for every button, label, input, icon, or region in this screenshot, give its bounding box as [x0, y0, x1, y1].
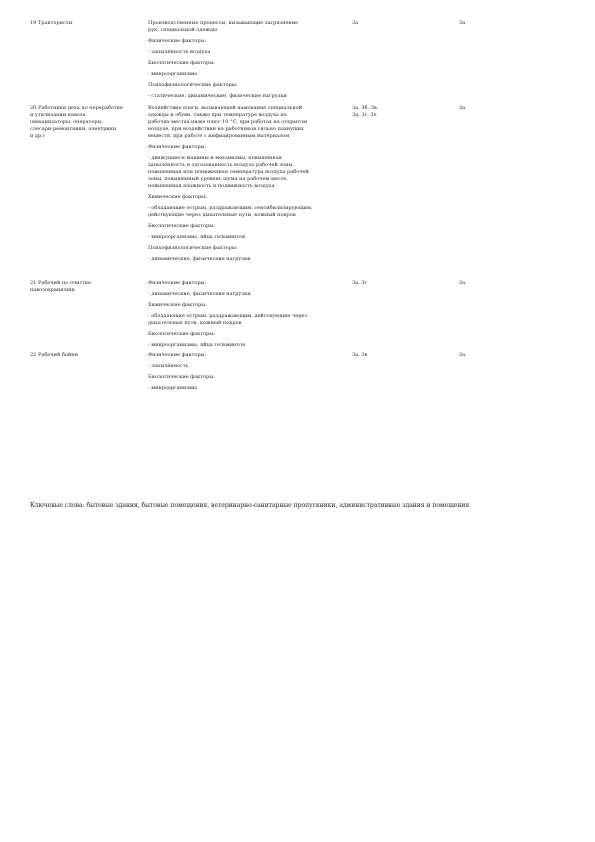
desc-line: дыхательные пути, кожный покров: [148, 320, 242, 326]
desc-line: зоны, повышенный уровень шума на рабочем месте,: [148, 176, 288, 182]
row-title-line: Рабочий по очистке: [37, 280, 92, 286]
row-title-line: Трактористы: [37, 20, 73, 26]
row-title-line: и утилизации навоза: [30, 112, 86, 118]
desc-line: - обладающие острым, раздражающим, сенсибилизирующим,: [148, 205, 313, 211]
row-description: [148, 20, 348, 104]
desc-line: Биологические факторы:: [148, 223, 215, 229]
col3-value: [352, 280, 448, 291]
desc-line: - запылённость воздуха: [148, 49, 211, 55]
row-title-line: и др.): [30, 133, 45, 139]
desc-line: Производственные процессы, вызывающие загрязнение: [148, 20, 299, 26]
desc-line: рук, специальной одежды: [148, 27, 217, 33]
desc-line: повышенная или пониженная температура воздуха рабочей: [148, 169, 309, 175]
desc-line: - микроорганизмы, яйца гельминтов: [148, 234, 245, 240]
row-number: 20: [30, 105, 37, 111]
row-title: [30, 20, 144, 31]
desc-line: - обладающие острым, раздражающим, действующие через: [148, 313, 308, 319]
desc-line: - запылённость: [148, 363, 189, 369]
desc-line: Биологические факторы:: [148, 374, 215, 380]
desc-line: Биологические факторы:: [148, 60, 215, 66]
desc-line: Физические факторы:: [148, 144, 207, 150]
col4-value: [459, 105, 539, 116]
row-title: [30, 105, 144, 140]
row-description: [148, 280, 348, 353]
col4-line: 3а: [459, 280, 466, 286]
desc-line: Биологические факторы:: [148, 331, 215, 337]
desc-line: Физические факторы:: [148, 352, 207, 358]
row-title-line: Рабочий бойни: [37, 352, 78, 358]
desc-line: - микроорганизмы, яйца гельминтов: [148, 342, 245, 348]
col3-value: [352, 352, 448, 363]
desc-line: Психофизиологические факторы:: [148, 245, 238, 251]
desc-line: действующие через дыхательные пути, кожный покров: [148, 212, 296, 218]
col4-line: 3а: [459, 20, 466, 26]
row-title: [30, 280, 144, 294]
desc-line: запылённость и загазованность воздуха рабочей зоны,: [148, 162, 295, 168]
desc-line: воздухе, при воздействии на работников сильно пахнущих: [148, 126, 304, 132]
col3-line: 3а, 3г: [352, 280, 368, 286]
col3-line: 3а: [352, 20, 359, 26]
desc-line: Физические факторы:: [148, 38, 207, 44]
row-title-line: навозохранилищ: [30, 287, 75, 293]
col3-line: 3а, 3в: [352, 352, 368, 358]
row-description: [148, 105, 348, 267]
col3-value: [352, 20, 448, 31]
row-number: 21: [30, 280, 37, 286]
desc-line: одежды и обуви, также при температуре воздуха на: [148, 112, 287, 118]
desc-line: - микроорганизмы: [148, 385, 197, 391]
desc-line: Психофизиологические факторы:: [148, 82, 238, 88]
row-title-line: (механизаторы, операторы,: [30, 119, 104, 125]
row-number: 19: [30, 20, 37, 26]
desc-line: - движущиеся машины и механизмы, повышенная: [148, 155, 282, 161]
desc-line: рабочих местах ниже плюс 10 °С, при работах на открытом: [148, 119, 308, 125]
row-title-line: слесари-ремонтники, электрики: [30, 126, 117, 132]
row-title-line: Работники цеха по переработке: [37, 105, 123, 111]
keywords-line: Ключевые слова: бытовые здания, бытовые помещения, ветеринарно-санитарные пропускники, административные здания и помещения: [30, 502, 470, 509]
col4-line: 3а: [459, 352, 466, 358]
desc-line: - статические, динамические, физические нагрузки: [148, 93, 287, 99]
col4-value: [459, 280, 539, 291]
desc-line: - динамические, физические нагрузки: [148, 256, 251, 262]
row-description: [148, 352, 348, 396]
row-number: 22: [30, 352, 37, 358]
row-title: [30, 352, 144, 363]
col3-line: 3д, 3г, 3е: [352, 112, 377, 118]
col3-line: 3а, 3б, 3в,: [352, 105, 379, 111]
desc-line: - микроорганизмы: [148, 71, 197, 77]
desc-line: Воздействие влаги, вызывающей намокание специальной: [148, 105, 303, 111]
desc-line: веществ, при работе с инфицированным материалом: [148, 133, 290, 139]
desc-line: Химические факторы:: [148, 194, 207, 200]
desc-line: повышенная влажность и подвижность воздуха: [148, 183, 275, 189]
col3-value: [352, 105, 448, 119]
col4-value: [459, 352, 539, 363]
desc-line: Физические факторы:: [148, 280, 207, 286]
col4-line: 3а: [459, 105, 466, 111]
col4-value: [459, 20, 539, 31]
desc-line: - динамические, физические нагрузки: [148, 291, 251, 297]
desc-line: Химические факторы:: [148, 302, 207, 308]
